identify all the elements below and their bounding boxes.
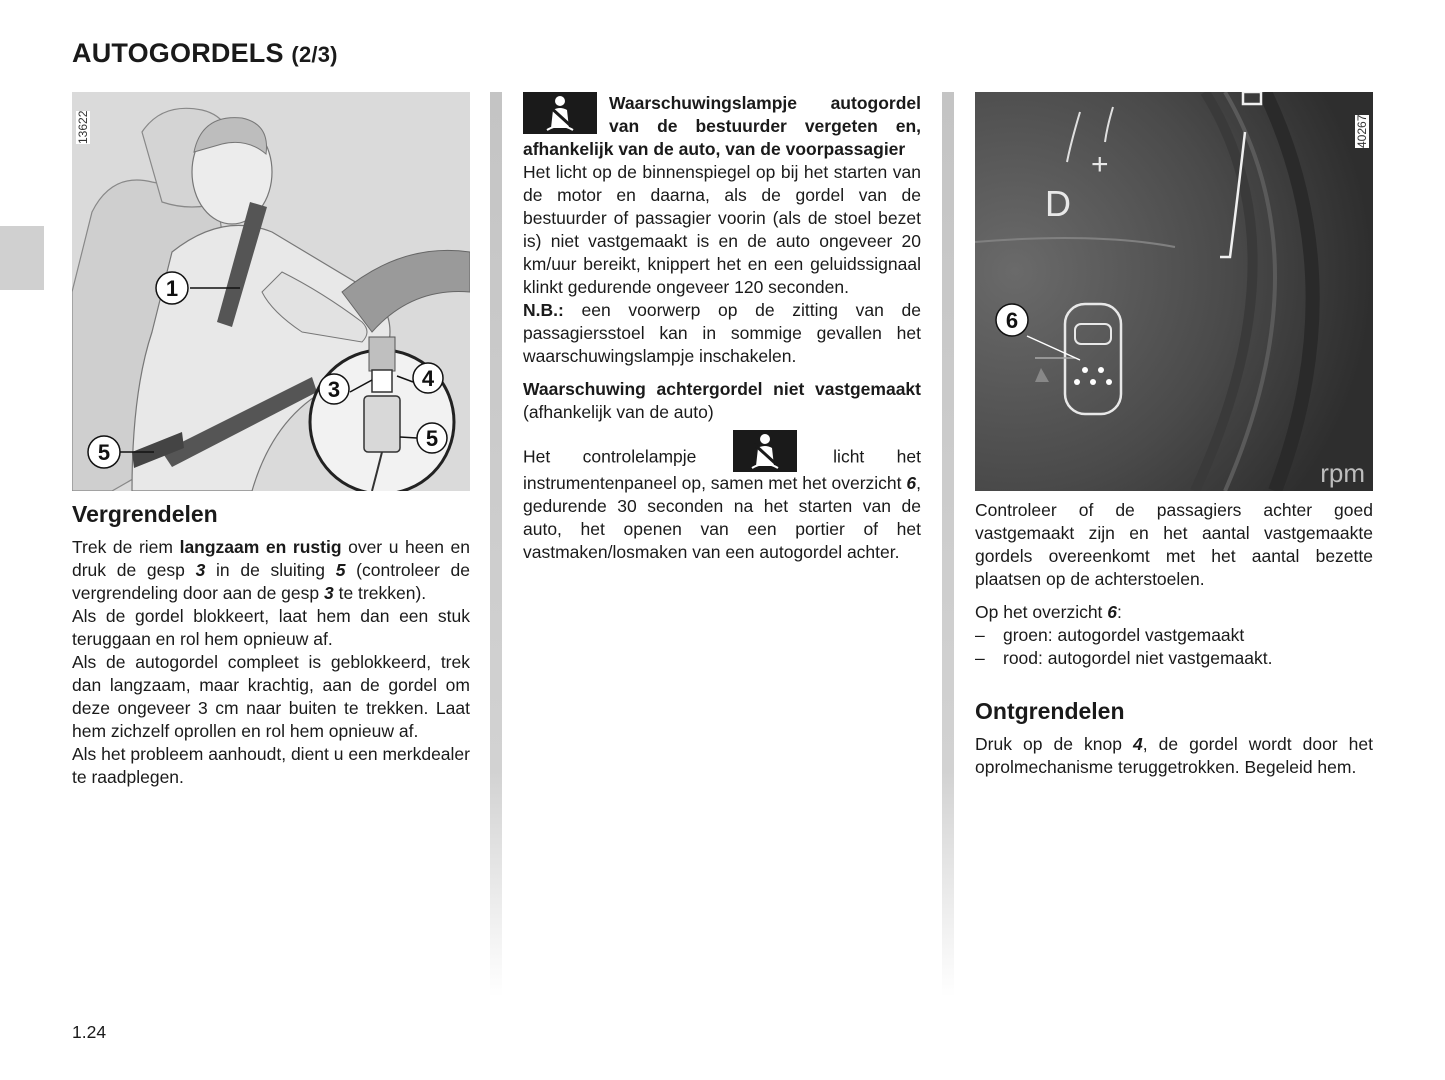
paragraph-check-rear: Controleer of de passagiers achter goed vastgemaakt zijn en het aantal vastgemaakte gordels overeenkomt met het aantal bezette plaatsen op de achterstoelen. [975, 500, 1373, 589]
list-item: – rood: autogordel niet vastgemaakt. [975, 647, 1373, 670]
heading-ontgrendelen: Ontgrendelen [975, 698, 1125, 724]
rpm-label: rpm [1320, 458, 1365, 488]
gear-indicator-d: D [1045, 183, 1071, 224]
warning-driver-body: Het licht op de binnenspiegel op bij het starten van de motor en daarna, als de gordel van de bestuurder of passagier voorin (als de stoel bezet is) niet vastgemaakt is en de auto ongeveer 20 km/uur bereikt, knippert het en een geluidssignaal klinkt gedurende ongeveer 120 seconden. [523, 162, 921, 297]
paragraph-unlock: Druk op de knop 4, de gordel wordt door het oprolmechanisme teruggetrokken. Begeleid hem. [975, 734, 1373, 777]
column-divider [490, 92, 502, 997]
seatbelt-driver-illustration [72, 92, 470, 491]
figure-number: 13622 [76, 110, 90, 144]
paragraph-dealer: Als het probleem aanhoudt, dient u een merkdealer te raadplegen. [72, 744, 470, 787]
plus-indicator: + [1091, 148, 1109, 181]
column-divider [942, 92, 954, 997]
warning-rear-title: Waarschuwing achtergordel niet vastgemaakt (afhankelijk van de auto) [523, 379, 921, 422]
paragraph-blocked-belt: Als de gordel blokkeert, laat hem dan een stuk teruggaan en rol hem opnieuw af. [72, 606, 470, 649]
heading-vergrendelen: Vergrendelen [72, 501, 218, 527]
callout-5: 5 [97, 440, 111, 465]
page-number: 1.24 [72, 1022, 107, 1042]
column-right [975, 92, 1373, 779]
instrument-panel-illustration [975, 92, 1373, 491]
paragraph-rear-indicator: Het controlelampje licht het instrumentenpaneel op, samen met het overzicht 6, gedurende 30 seconden na het starten van de auto, het openen van een portier of het vastmaken/losmaken van een autogordel achter. [523, 444, 921, 564]
section-tab [0, 226, 44, 290]
paragraph-fully-blocked: Als de autogordel compleet is geblokkeerd, trek dan langzaam, maar krachtig, aan de gordel om deze ongeveer 3 cm naar buiten te trekken. Laat hem zichzelf oprollen en rol hem opnieuw af. [72, 652, 470, 741]
callout-1: 1 [165, 276, 179, 301]
page-title: AUTOGORDELS (2/3) [72, 38, 338, 68]
callout-3: 3 [327, 377, 341, 402]
callout-5-inset: 5 [425, 426, 439, 451]
note-passenger-seat: N.B.: een voorwerp op de zitting van de passagiersstoel kan in sommige gevallen het waarschuwingslampje inschakelen. [523, 300, 921, 366]
column-left [72, 92, 470, 789]
figure-number: 40267 [1355, 114, 1369, 148]
seatbelt-indicator-icon [733, 430, 797, 472]
column-middle [523, 92, 921, 564]
warning-driver-title: Waarschuwingslampje autogordel van de bestuurder vergeten en, afhankelijk van de auto, van de voorpassagier [523, 93, 921, 159]
status-list [975, 624, 1373, 670]
callout-6: 6 [1005, 308, 1019, 333]
list-item: – groen: autogordel vastgemaakt [975, 624, 1373, 647]
callout-4: 4 [421, 366, 435, 391]
seatbelt-warning-icon [523, 92, 597, 134]
paragraph-lock-instructions: Trek de riem langzaam en rustig over u heen en druk de gesp 3 in de sluiting 5 (controleer de vergrendeling door aan de gesp 3 te trekken). [72, 537, 470, 603]
paragraph-overview: Op het overzicht 6: [975, 602, 1122, 622]
